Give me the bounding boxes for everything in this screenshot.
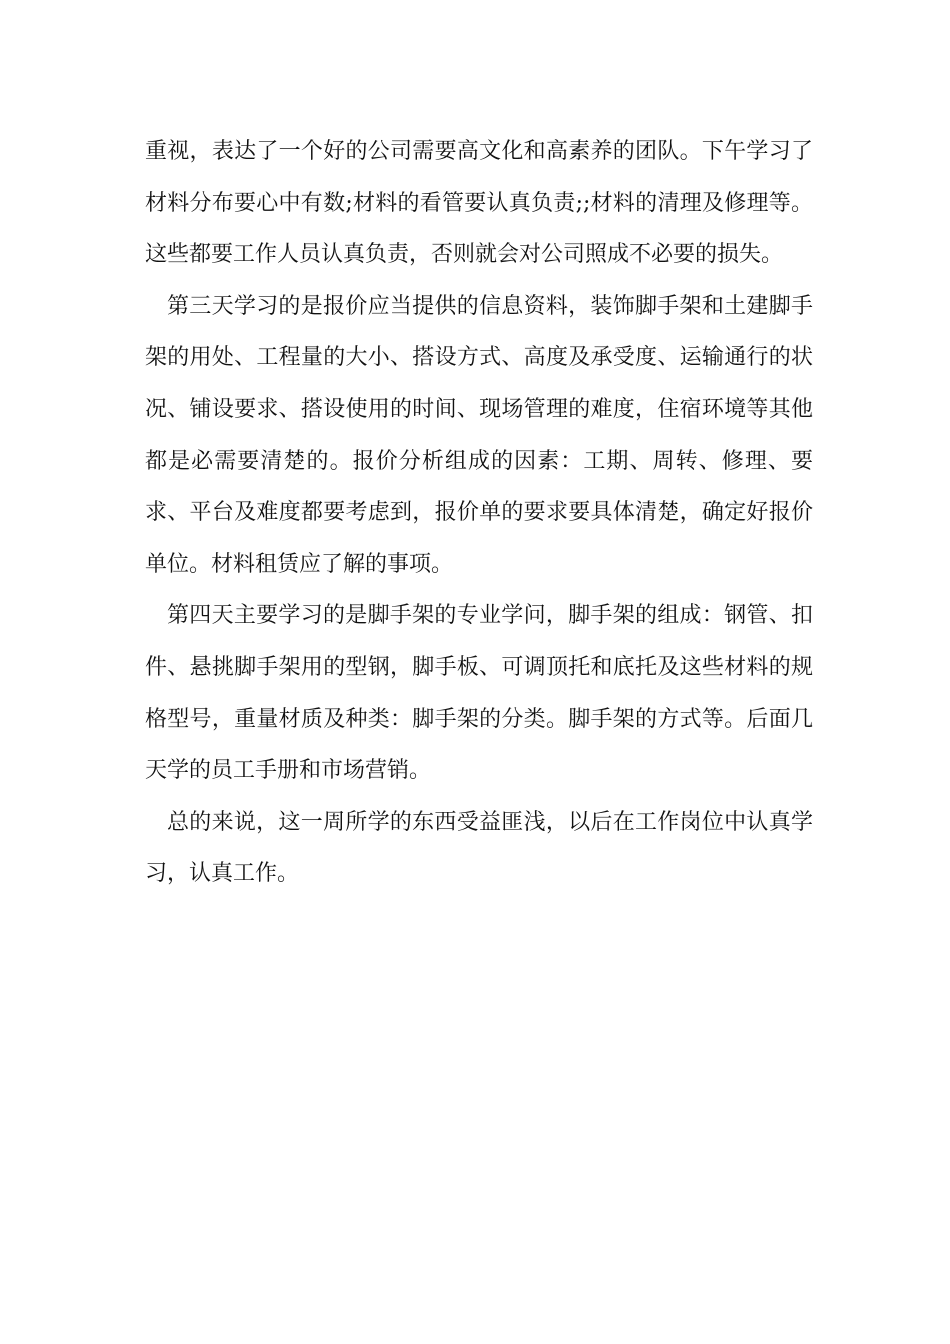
document-body	[145, 126, 813, 900]
paragraph-day-three: 第三天学习的是报价应当提供的信息资料，装饰脚手架和土建脚手架的用处、工程量的大小、搭设方式、高度及承受度、运输通行的状况、铺设要求、搭设使用的时间、现场管理的难度，住宿环境等其他都是必需要清楚的。报价分析组成的因素：工期、周转、修理、要求、平台及难度都要考虑到，报价单的要求要具体清楚，确定好报价单位。材料租赁应了解的事项。	[145, 293, 813, 577]
paragraph-continuation: 重视，表达了一个好的公司需要高文化和高素养的团队。下午学习了材料分布要心中有数;材料的看管要认真负责;;材料的清理及修理等。这些都要工作人员认真负责，否则就会对公司照成不必要的损失。	[145, 139, 813, 268]
paragraph-day-four: 第四天主要学习的是脚手架的专业学问，脚手架的组成：钢管、扣件、悬挑脚手架用的型钢，脚手板、可调顶托和底托及这些材料的规格型号，重量材质及种类：脚手架的分类。脚手架的方式等。后面几天学的员工手册和市场营销。	[145, 603, 813, 784]
paragraph-summary: 总的来说，这一周所学的东西受益匪浅，以后在工作岗位中认真学习，认真工作。	[145, 809, 813, 887]
